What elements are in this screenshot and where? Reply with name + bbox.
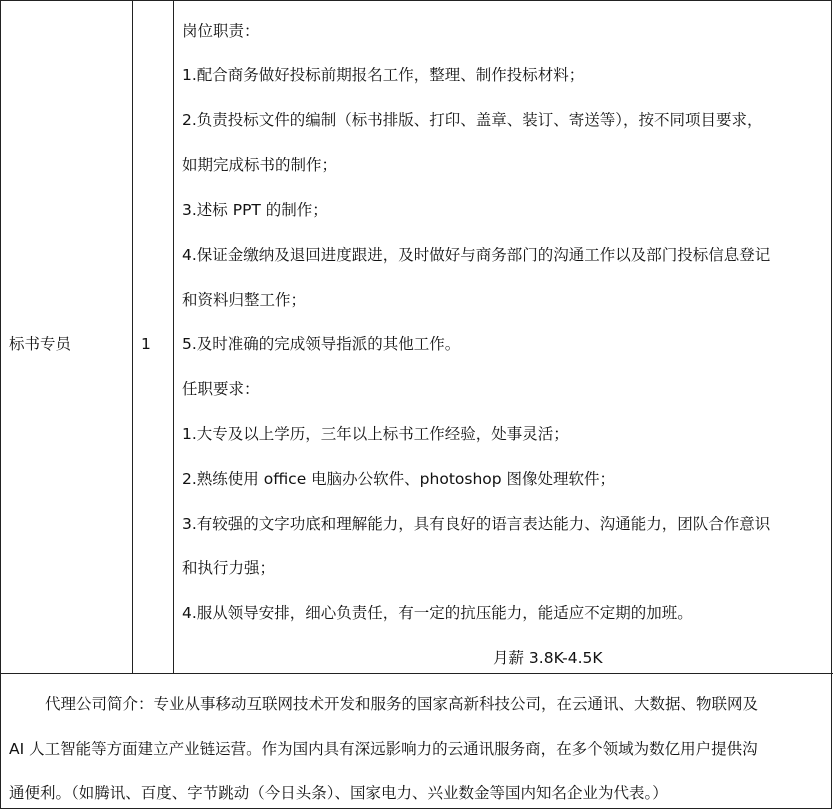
column-divider	[173, 1, 174, 673]
content-line: 2.熟练使用 office 电脑办公软件、photoshop 图像处理软件；	[182, 470, 616, 488]
column-divider	[132, 1, 133, 673]
position-title: 标书专员	[9, 335, 72, 353]
content-line: 4.保证金缴纳及退回进度跟进，及时做好与商务部门的沟通工作以及部门投标信息登记	[182, 246, 771, 264]
salary-text: 月薪 3.8K-4.5K	[493, 649, 603, 667]
content-line: 岗位职责：	[182, 22, 260, 40]
company-intro-line: 通便利。（如腾讯、百度、字节跳动（今日头条）、国家电力、兴业数金等国内知名企业为代表。）	[9, 784, 668, 802]
content-line: 1.大专及以上学历，三年以上标书工作经验，处事灵活；	[182, 425, 569, 443]
content-line: 任职要求：	[182, 380, 260, 398]
content-line: 1.配合商务做好投标前期报名工作，整理、制作投标材料；	[182, 66, 585, 84]
company-intro-line: AI 人工智能等方面建立产业链运营。作为国内具有深远影响力的云通讯服务商，在多个领域为数亿用户提供沟	[9, 740, 758, 758]
content-line: 如期完成标书的制作；	[182, 156, 338, 174]
content-line: 2.负责投标文件的编制（标书排版、打印、盖章、装订、寄送等），按不同项目要求，	[182, 111, 763, 129]
content-line: 5.及时准确的完成领导指派的其他工作。	[182, 335, 461, 353]
content-line: 3.有较强的文字功底和理解能力，具有良好的语言表达能力、沟通能力，团队合作意识	[182, 515, 771, 533]
row-divider	[1, 673, 833, 674]
content-line: 4.服从领导安排，细心负责任，有一定的抗压能力，能适应不定期的加班。	[182, 604, 693, 622]
content-line: 和资料归整工作；	[182, 291, 307, 309]
content-line: 和执行力强；	[182, 559, 276, 577]
headcount: 1	[141, 335, 151, 353]
content-line: 3.述标 PPT 的制作；	[182, 201, 328, 219]
company-intro-line: 代理公司简介：专业从事移动互联网技术开发和服务的国家高新科技公司，在云通讯、大数据、物联网及	[45, 695, 759, 713]
